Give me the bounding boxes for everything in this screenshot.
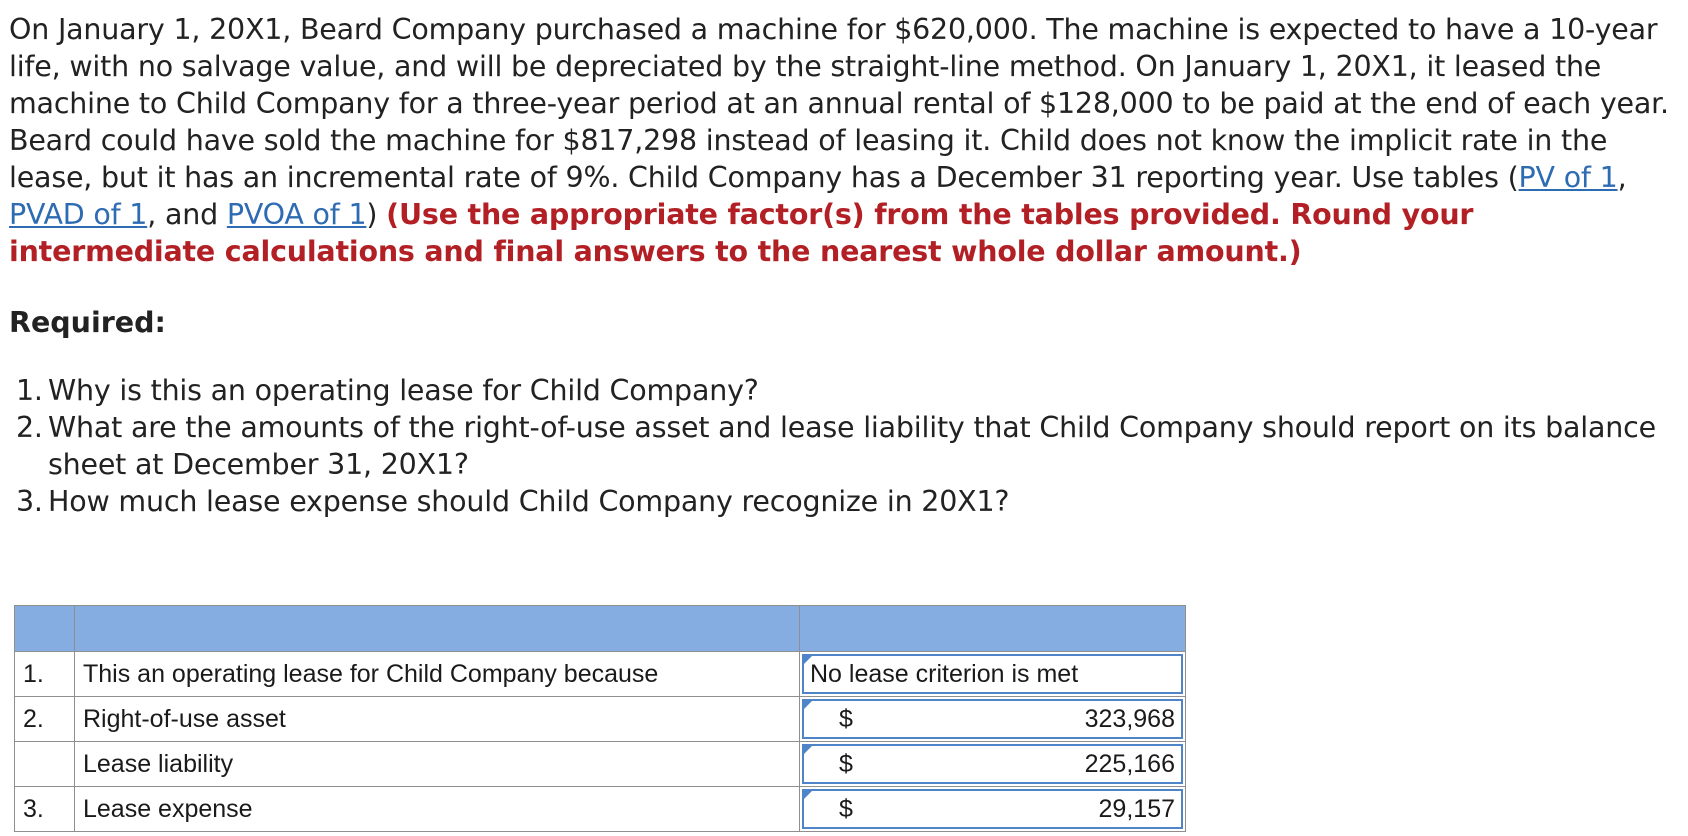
row-label: Lease liability: [75, 742, 800, 787]
pvad-of-1-link[interactable]: PVAD of 1: [9, 198, 148, 231]
table-row: [15, 652, 1186, 697]
answer-cell: [800, 697, 1186, 742]
row-label: Right-of-use asset: [75, 697, 800, 742]
table-row: [15, 742, 1186, 787]
requirement-text: What are the amounts of the right-of-use asset and lease liability that Child Company should report on its balance sheet at December 31, 20X1?: [48, 411, 1656, 481]
separator: ,: [1617, 161, 1627, 194]
requirements-list: [16, 372, 1676, 520]
currency-symbol: $: [839, 749, 853, 778]
requirement-number: 3.: [16, 485, 43, 518]
requirement-item: [16, 483, 1676, 520]
header-cell-answer: [800, 606, 1186, 652]
header-cell-desc: [75, 606, 800, 652]
amount-value: 29,157: [1098, 794, 1175, 823]
dropdown-corner-icon: [802, 654, 814, 666]
header-cell-num: [15, 606, 75, 652]
requirement-number: 2.: [16, 411, 43, 444]
row-number: [15, 742, 75, 787]
input-corner-icon: [802, 699, 814, 711]
requirement-text: Why is this an operating lease for Child Company?: [48, 374, 759, 407]
row-number: 1.: [15, 652, 75, 697]
currency-symbol: $: [839, 704, 853, 733]
row-number: 3.: [15, 787, 75, 832]
right-of-use-asset-input[interactable]: [802, 699, 1183, 739]
instruction-text: (Use the appropriate factor(s) from the tables provided. Round your intermediate calculations and final answers to the nearest whole dollar amount.): [9, 198, 1474, 268]
lease-reason-dropdown[interactable]: [802, 654, 1183, 694]
dropdown-value: No lease criterion is met: [810, 659, 1079, 688]
input-corner-icon: [802, 744, 814, 756]
requirement-item: [16, 409, 1676, 483]
row-label: Lease expense: [75, 787, 800, 832]
pv-of-1-link[interactable]: PV of 1: [1518, 161, 1618, 194]
table-row: [15, 787, 1186, 832]
lease-expense-input[interactable]: [802, 789, 1183, 829]
separator: ): [366, 198, 387, 231]
row-label: This an operating lease for Child Company because: [75, 652, 800, 697]
amount-value: 225,166: [1084, 749, 1175, 778]
table-row: [15, 697, 1186, 742]
separator: , and: [147, 198, 227, 231]
answer-cell: [800, 652, 1186, 697]
requirement-number: 1.: [16, 374, 43, 407]
input-corner-icon: [802, 789, 814, 801]
answer-cell: [800, 742, 1186, 787]
answer-cell: [800, 787, 1186, 832]
problem-text: On January 1, 20X1, Beard Company purchased a machine for $620,000. The machine is expected to have a 10-year life, with no salvage value, and will be depreciated by the straight-line method. On January 1, 20X1, it leased the machine to Child Company for a three-year period at an annual rental of $128,000 to be paid at the end of each year. Beard could have sold the machine for $817,298 instead of leasing it. Child does not know the implicit rate in the lease, but it has an incremental rate of 9%. Child Company has a December 31 reporting year. Use tables (: [9, 13, 1669, 194]
requirement-text: How much lease expense should Child Company recognize in 20X1?: [48, 485, 1010, 518]
row-number: 2.: [15, 697, 75, 742]
pvoa-of-1-link[interactable]: PVOA of 1: [226, 198, 367, 231]
amount-value: 323,968: [1084, 704, 1175, 733]
currency-symbol: $: [839, 794, 853, 823]
problem-statement: [9, 11, 1679, 270]
required-heading: Required:: [9, 306, 166, 339]
answer-table: [14, 605, 1186, 832]
lease-liability-input[interactable]: [802, 744, 1183, 784]
requirement-item: [16, 372, 1676, 409]
table-header-row: [15, 606, 1186, 652]
